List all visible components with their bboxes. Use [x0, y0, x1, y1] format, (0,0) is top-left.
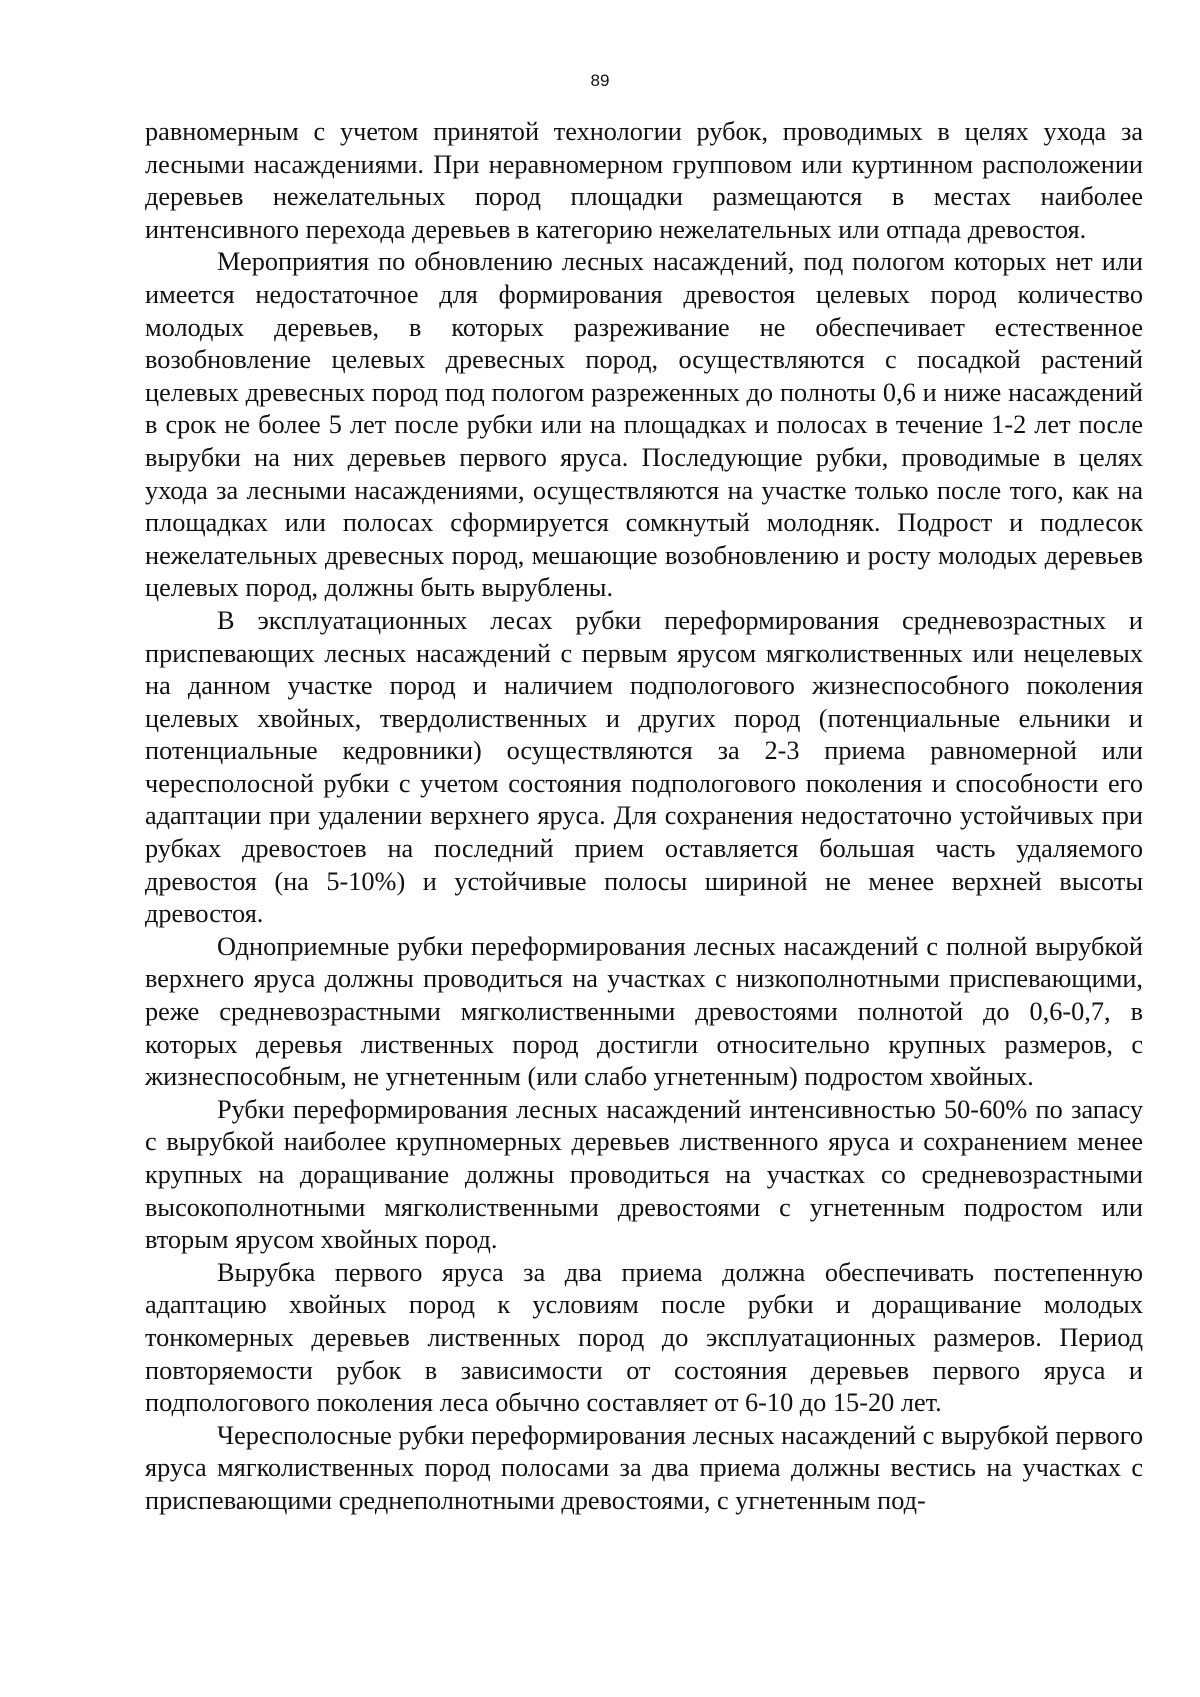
paragraph-strip-cuttings: Чересполосные рубки переформирования лесных насаждений с вырубкой первого яруса мягколиственных пород полосами за два приема должны вестись на участках с приспевающими среднеполнотными древостоями, с угнетенным под- — [145, 1420, 1143, 1515]
page-number: 89 — [590, 71, 610, 90]
paragraph-two-stage-felling: Вырубка первого яруса за два приема должна обеспечивать постепенную адаптацию хвойных пород к условиям после рубки и доращивание молодых тонкомерных деревьев лиственных пород до эксплуатационных размеров. Период повторяемости рубок в зависимости от состояния деревьев первого яруса и подпологового поколения леса обычно составляет от 6-10 до 15-20 лет. — [145, 1257, 1143, 1418]
paragraph-forest-renewal: Мероприятия по обновлению лесных насаждений, под пологом которых нет или имеется недостаточное для формирования древостоя целевых пород количество молодых деревьев, в которых разреживание не обеспечивает естественное возобновление целевых древесных пород, осуществляются с посадкой растений целевых древесных пород под пологом разреженных до полноты 0,6 и ниже насаждений в срок не более 5 лет после рубки или на площадках и полосах в течение 1-2 лет после вырубки на них деревьев первого яруса. Последующие рубки, проводимые в целях ухода за лесными насаждениями, осуществляются на участке только после того, как на площадках или полосах сформируется сомкнутый молодняк. Подрост и подлесок нежелательных древесных пород, мешающие возобновлению и росту молодых деревьев целевых пород, должны быть вырублены. — [145, 247, 1143, 603]
paragraph-continuation: равномерным с учетом принятой технологии рубок, проводимых в целях ухода за лесными насаждениями. При неравномерном групповом или куртинном расположении деревьев нежелательных пород площадки размещаются в местах наиболее интенсивного перехода деревьев в категорию нежелательных или отпада древостоя. — [145, 117, 1143, 244]
paragraph-intensity-cuttings: Рубки переформирования лесных насаждений интенсивностью 50-60% по запасу с вырубкой наиболее крупномерных деревьев лиственного яруса и сохранением менее крупных на доращивание должны проводиться на участках со средневозрастными высокополнотными мягколиственными древостоями с угнетенным подростом или вторым ярусом хвойных пород. — [145, 1094, 1143, 1255]
paragraph-exploitation-forests: В эксплуатационных лесах рубки переформирования средневозрастных и приспевающих лесных насаждений с первым ярусом мягколиственных или нецелевых на данном участке пород и наличием подпологового жизнеспособного поколения целевых хвойных, твердолиственных и других пород (потенциальные ельники и потенциальные кедровники) осуществляются за 2-3 приема равномерной или чересполосной рубки с учетом состояния подпологового поколения и способности его адаптации при удалении верхнего яруса. Для сохранения недостаточно устойчивых при рубках древостоев на последний прием оставляется большая часть удаляемого древостоя (на 5-10%) и устойчивые полосы шириной не менее верхней высоты древостоя. — [145, 605, 1143, 929]
paragraph-single-stage-cuttings: Одноприемные рубки переформирования лесных насаждений с полной вырубкой верхнего яруса должны проводиться на участках с низкополнотными приспевающими, реже средневозрастными мягколиственными древостоями полнотой до 0,6-0,7, в которых деревья лиственных пород достигли относительно крупных размеров, с жизнеспособным, не угнетенным (или слабо угнетенным) подростом хвойных. — [145, 931, 1143, 1092]
page-body — [145, 116, 1143, 1518]
